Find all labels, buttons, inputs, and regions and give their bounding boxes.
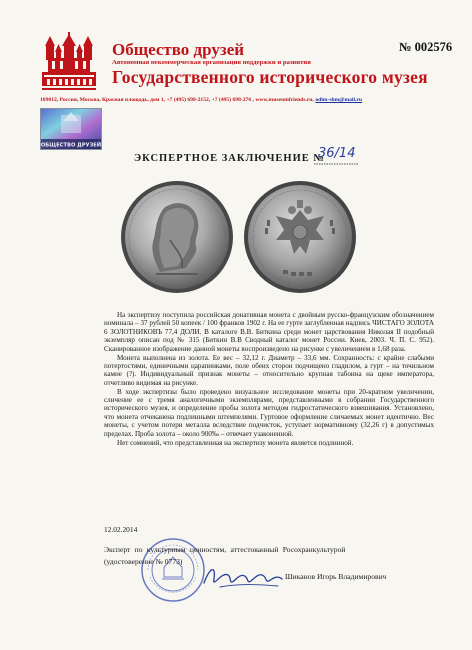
paragraph-description: На экспертизу поступила российская донативная монета с двойным русско-французским обозначением номинала – 37 рублей 50 копеек / 100 франков 1902 г. На ее гурте заглубленная надпись ЧИСТАГО ЗОЛОТА 6 ЗОЛОТНИКОВЪ 77,4 ДОЛИ. В каталоге В.В. Биткина среди монет царствования Николая II подобный экземпляр описан под № 315 (Биткин В.В Сводный каталог монет России. Киев, 2003. Ч. П. С. 952). Сканированное изображение данной монеты воспроизведено на рисунке с увеличением в 1,68 раза. [104, 311, 434, 353]
expert-title: Эксперт по культурным ценностям, аттестованный Росохранкультурой [104, 545, 346, 554]
address-text: 109012, Россия, Москва, Красная площадь, дом 1, +7 (495) 698-2152, +7 (495) 698-276 , www.museumfriends.ru, [40, 97, 314, 103]
hologram-sticker-icon [40, 108, 102, 150]
paragraph-examination: В ходе экспертизы было проведено визуальное исследование монеты при 20-кратном увеличении, сличение ее с тремя аналогичными экземплярами, представленными в собрании Государственного исторического музея, и определение пробы золота методом гидростатического взвешивания. Установлено, что монета отчеканена подлинными штемпелями. Гуртовое оформление сличаемых монет идентично. Вес монеты, с учетом потери металла вследствие подчисток, уступает нормативному (32,26 г) в допустимых пределах. Проба золота – около 900‰ – отвечает узаконенной. [104, 387, 434, 438]
handwritten-certificate-number: 36/14 [318, 146, 356, 161]
museum-logo-icon [40, 32, 98, 92]
expert-name: Шиканов Игорь Владимирович [285, 572, 387, 581]
org-name-line2: Государственного исторического музея [112, 67, 428, 87]
document-number: № 002576 [399, 40, 453, 54]
expert-certificate-number: (удостоверение № 0773) [104, 557, 183, 566]
email-link[interactable]: odim-shm@mail.ru [315, 97, 363, 103]
certificate-date: 12.02.2014 [104, 525, 138, 534]
paragraph-conclusion: Нет сомнений, что представленная на экспертизу монета является подлинной. [117, 438, 354, 447]
hologram-text: ОБЩЕСТВО ДРУЗЕЙ [40, 142, 102, 149]
coin-reverse-image [243, 180, 357, 294]
number-underline [314, 162, 358, 166]
certificate-body [104, 311, 434, 447]
address-line [40, 97, 362, 103]
coin-obverse-image [120, 180, 234, 294]
org-name-line1: Общество друзей [112, 40, 245, 59]
org-subtitle: Автономная некоммерческая организация поддержки и развития [112, 59, 311, 66]
handwritten-signature [200, 557, 284, 593]
certificate-title: ЭКСПЕРТНОЕ ЗАКЛЮЧЕНИЕ № [134, 153, 325, 164]
paragraph-condition: Монета выполнена из золота. Ее вес – 32,12 г. Диаметр – 33,6 мм. Сохранность: с крайне слабыми потертостями, единичными царапинками, поле обеих сторон подчищено гладилом, а гурт – на точильном камне (?). Индивидуальный признак монеты – относительно крупная табоина на щеке императора, отчетливо видимая на рисунке. [104, 353, 434, 387]
